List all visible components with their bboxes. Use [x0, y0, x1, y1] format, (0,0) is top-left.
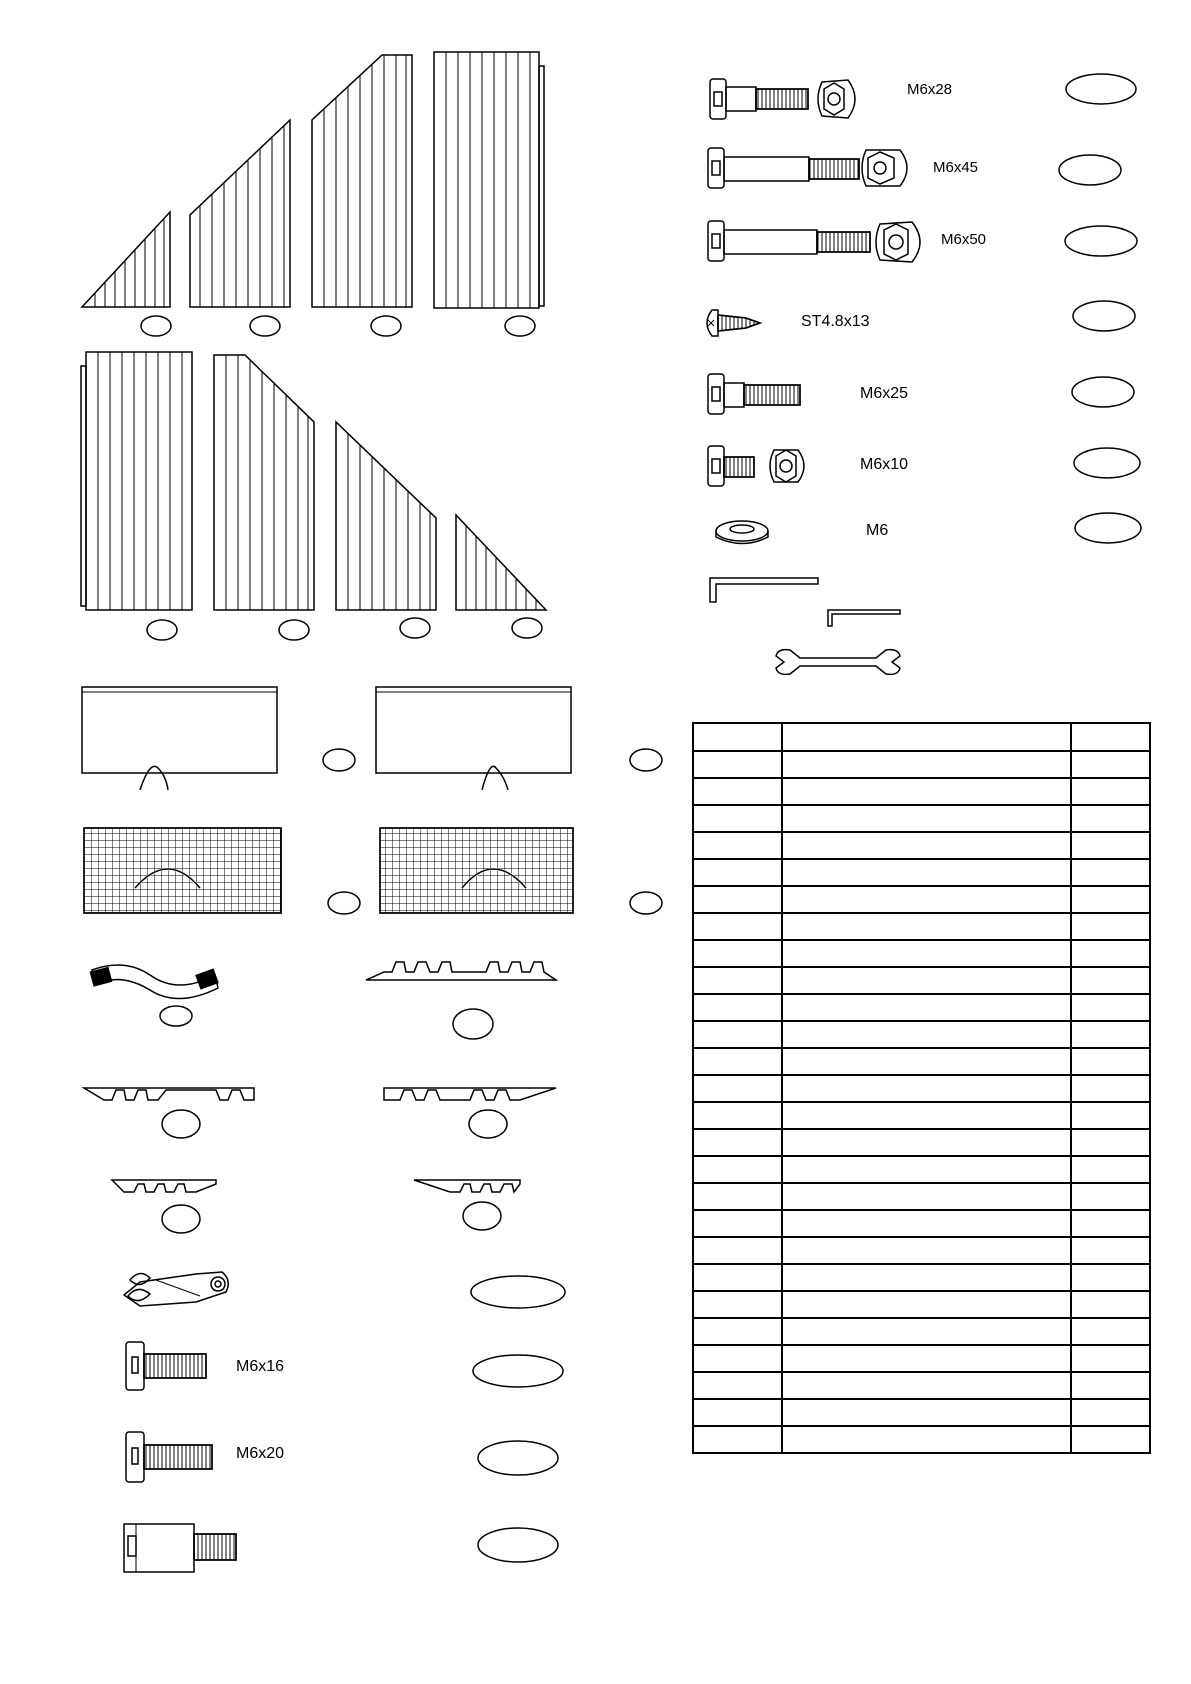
table-cell [693, 1345, 782, 1372]
bracket-long-c [384, 1088, 556, 1100]
table-cell [782, 751, 1071, 778]
callout-circle [162, 1110, 200, 1138]
callout-circle [162, 1205, 200, 1233]
callout-oval [478, 1528, 558, 1562]
table-cell [782, 1156, 1071, 1183]
board-mesh-right [380, 828, 573, 913]
bracket-long-b [84, 1088, 254, 1100]
table-cell [1071, 1129, 1150, 1156]
table-cell [693, 1129, 782, 1156]
bracket-short-b [414, 1180, 520, 1192]
callout-circle [630, 749, 662, 771]
bolt-m6x16 [126, 1342, 206, 1390]
table-row [693, 1075, 1150, 1102]
table-row [693, 1318, 1150, 1345]
callout-circle [505, 316, 535, 336]
label-m6x10: M6x10 [860, 456, 909, 473]
label-m6x28: M6x28 [907, 81, 953, 98]
callout-circle [400, 618, 430, 638]
spring-washer-m6 [716, 521, 768, 544]
table-cell [1071, 1021, 1150, 1048]
callout-oval [1059, 155, 1121, 185]
table-cell [782, 886, 1071, 913]
table-cell [1071, 1048, 1150, 1075]
table-cell [782, 1075, 1071, 1102]
table-cell [693, 1102, 782, 1129]
table-cell [693, 1237, 782, 1264]
wavy-strap [90, 965, 218, 998]
table-cell [1071, 1318, 1150, 1345]
callout-circle [250, 316, 280, 336]
table-cell [693, 723, 782, 751]
table-row [693, 1102, 1150, 1129]
table-cell [1071, 1372, 1150, 1399]
table-header-row [693, 723, 1150, 751]
table-cell [1071, 859, 1150, 886]
table-row [693, 967, 1150, 994]
cap-nut-m6x50 [876, 222, 920, 262]
table-row [693, 913, 1150, 940]
table-row [693, 1183, 1150, 1210]
callout-oval [1073, 301, 1135, 331]
table-row [693, 1237, 1150, 1264]
label-m6x50: M6x50 [941, 231, 987, 248]
table-cell [782, 1129, 1071, 1156]
table-row [693, 1372, 1150, 1399]
table-cell [782, 1345, 1071, 1372]
table-cell [782, 1183, 1071, 1210]
table-cell [693, 1210, 782, 1237]
table-cell [782, 723, 1071, 751]
bolt-m6x50 [708, 221, 870, 261]
label-m6x25: M6x25 [860, 385, 909, 402]
table-cell [782, 1021, 1071, 1048]
table-row [693, 1021, 1150, 1048]
callout-circle [453, 1009, 493, 1039]
callout-circle [512, 618, 542, 638]
bracket-long-a [366, 962, 556, 980]
table-cell [1071, 967, 1150, 994]
table-cell [693, 1048, 782, 1075]
panel-trapezoid-small [190, 120, 290, 307]
table-cell [693, 751, 782, 778]
table-cell [1071, 778, 1150, 805]
table-row [693, 805, 1150, 832]
table-row [693, 1129, 1150, 1156]
table-row [693, 859, 1150, 886]
table-cell [782, 994, 1071, 1021]
callout-oval [473, 1355, 563, 1387]
callout-oval [1072, 377, 1134, 407]
table-row [693, 1399, 1150, 1426]
table-cell [1071, 1345, 1150, 1372]
table-cell [1071, 1264, 1150, 1291]
callout-circle [371, 316, 401, 336]
bolt-m6x45 [708, 148, 859, 188]
board-plain-left [82, 687, 277, 790]
table-cell [1071, 1237, 1150, 1264]
callout-oval [1074, 448, 1140, 478]
table-row [693, 1426, 1150, 1453]
table-cell [1071, 1075, 1150, 1102]
table-cell [782, 1048, 1071, 1075]
table-cell [693, 778, 782, 805]
panel-triangle-small [82, 212, 170, 307]
table-cell [693, 886, 782, 913]
table-cell [1071, 751, 1150, 778]
bolt-m6x25 [708, 374, 800, 414]
panel-triangle-small-mirrored [456, 515, 546, 610]
label-m6x16: M6x16 [236, 1358, 285, 1375]
callout-oval [1075, 513, 1141, 543]
table-cell [782, 1291, 1071, 1318]
callout-circle [279, 620, 309, 640]
allen-key-large [710, 578, 818, 602]
table-cell [1071, 1183, 1150, 1210]
table-cell [1071, 940, 1150, 967]
bolt-m6x28 [710, 79, 808, 119]
table-cell [1071, 805, 1150, 832]
callout-circle [328, 892, 360, 914]
table-cell [1071, 1399, 1150, 1426]
table-cell [693, 967, 782, 994]
table-cell [1071, 994, 1150, 1021]
table-cell [782, 967, 1071, 994]
table-cell [782, 1426, 1071, 1453]
screw-st48x13 [707, 310, 760, 336]
label-m6: M6 [866, 522, 889, 539]
cap-nut-m6x45 [862, 150, 907, 186]
table-cell [693, 832, 782, 859]
standoff-spacer [124, 1524, 236, 1572]
callout-oval [478, 1441, 558, 1475]
table-cell [693, 1183, 782, 1210]
table-row [693, 994, 1150, 1021]
allen-key-small [828, 610, 900, 626]
table-cell [1071, 1156, 1150, 1183]
cap-nut-m6x28 [818, 80, 855, 118]
callout-oval [1065, 226, 1137, 256]
table-cell [782, 805, 1071, 832]
label-m6x45: M6x45 [933, 159, 979, 176]
table-cell [1071, 913, 1150, 940]
parts-list-table [692, 722, 1151, 1454]
table-row [693, 1345, 1150, 1372]
table-cell [693, 994, 782, 1021]
callout-circle [323, 749, 355, 771]
table-cell [693, 1426, 782, 1453]
table-cell [782, 1399, 1071, 1426]
table-cell [782, 1102, 1071, 1129]
callout-oval [471, 1276, 565, 1308]
callout-circle [141, 316, 171, 336]
open-end-wrench [776, 650, 900, 675]
bracket-short-a [112, 1180, 216, 1192]
table-cell [693, 1075, 782, 1102]
table-cell [693, 805, 782, 832]
panel-trapezoid-large [312, 55, 412, 307]
table-row [693, 778, 1150, 805]
callout-oval [1066, 74, 1136, 104]
table-cell [782, 1237, 1071, 1264]
callout-circle [469, 1110, 507, 1138]
table-row [693, 832, 1150, 859]
table-cell [693, 1264, 782, 1291]
bolt-m6x20 [126, 1432, 212, 1482]
table-row [693, 1291, 1150, 1318]
table-row [693, 940, 1150, 967]
table-cell [693, 1318, 782, 1345]
table-cell [1071, 832, 1150, 859]
table-cell [782, 913, 1071, 940]
table-cell [782, 832, 1071, 859]
table-cell [693, 1021, 782, 1048]
hex-nut-m6x10 [770, 450, 804, 482]
label-m6x20: M6x20 [236, 1445, 285, 1462]
table-row [693, 751, 1150, 778]
table-cell [782, 1210, 1071, 1237]
table-row [693, 886, 1150, 913]
parts-list-body [693, 723, 1150, 1453]
board-mesh-left [84, 828, 281, 913]
table-cell [1071, 1210, 1150, 1237]
panel-trapezoid-large-mirrored [214, 355, 314, 610]
table-cell [782, 859, 1071, 886]
table-cell [693, 940, 782, 967]
table-cell [1071, 1426, 1150, 1453]
table-cell [782, 1318, 1071, 1345]
table-cell [693, 913, 782, 940]
table-cell [693, 1399, 782, 1426]
table-row [693, 1048, 1150, 1075]
callout-circle [147, 620, 177, 640]
table-cell [693, 1156, 782, 1183]
table-cell [782, 1372, 1071, 1399]
table-cell [782, 940, 1071, 967]
table-cell [693, 1291, 782, 1318]
bolt-m6x10 [708, 446, 754, 486]
table-cell [1071, 1102, 1150, 1129]
table-cell [1071, 723, 1150, 751]
table-cell [1071, 886, 1150, 913]
panel-rectangle-tall [81, 352, 192, 610]
cable-clamp [124, 1272, 228, 1306]
panel-rectangle [434, 52, 544, 308]
table-cell [693, 859, 782, 886]
table-row [693, 1210, 1150, 1237]
table-cell [782, 1264, 1071, 1291]
callout-circle [463, 1202, 501, 1230]
table-row [693, 1156, 1150, 1183]
panel-trapezoid-small-mirrored [336, 422, 436, 610]
callout-circle [160, 1006, 192, 1026]
label-st48x13: ST4.8x13 [801, 313, 870, 330]
table-cell [1071, 1291, 1150, 1318]
callout-circle [630, 892, 662, 914]
table-cell [693, 1372, 782, 1399]
board-plain-right [376, 687, 571, 790]
table-cell [782, 778, 1071, 805]
table-row [693, 1264, 1150, 1291]
